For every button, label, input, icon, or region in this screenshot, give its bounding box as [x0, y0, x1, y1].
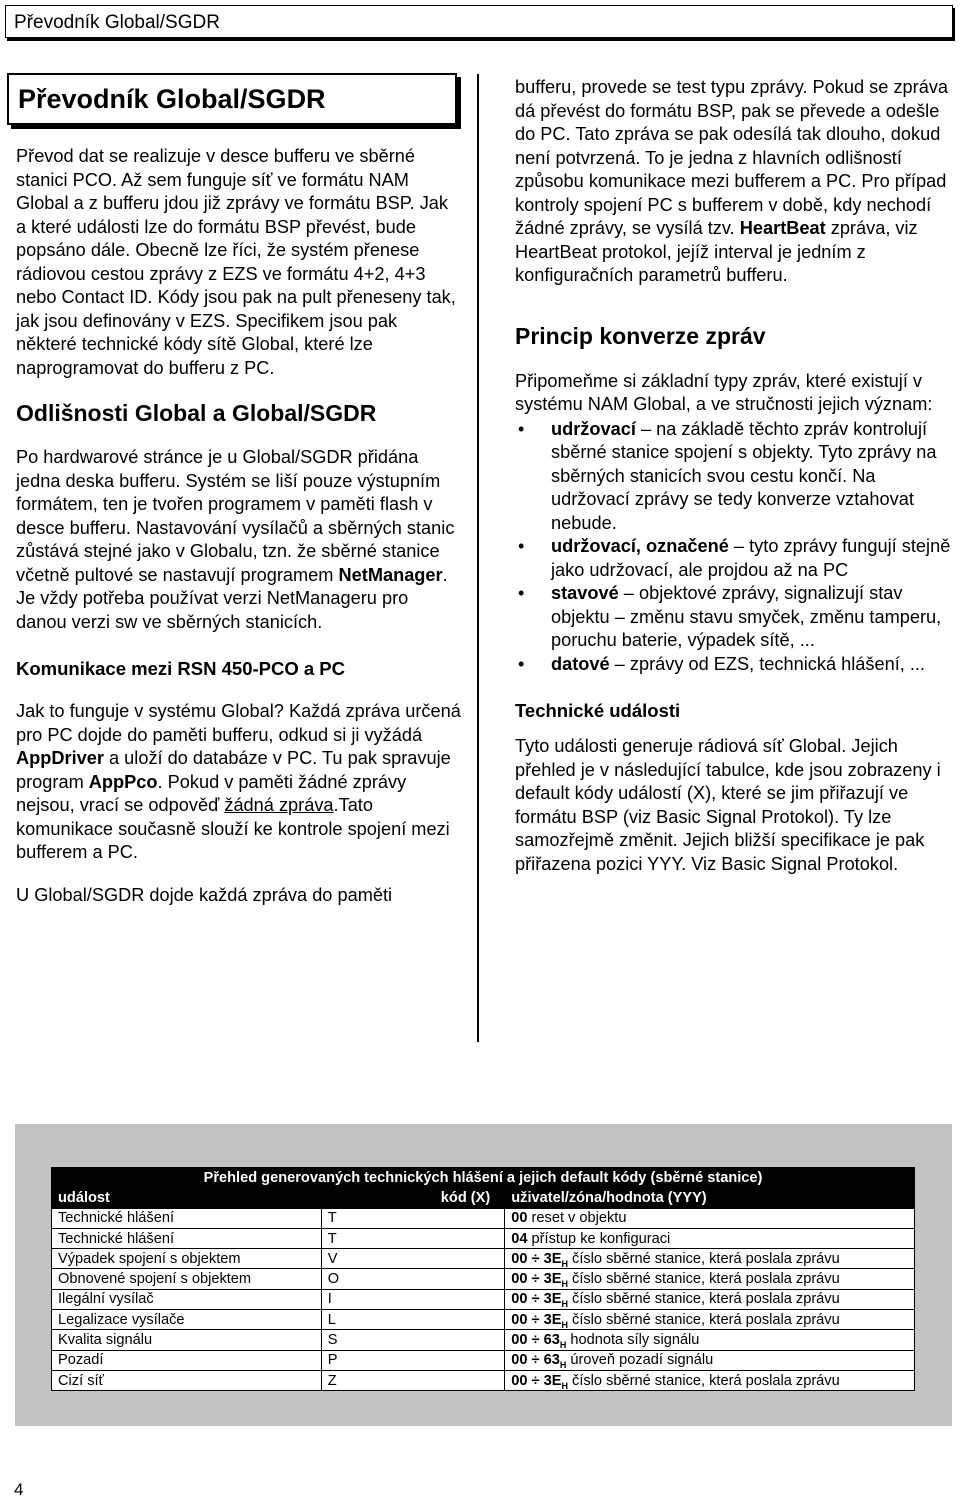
list-item: • stavové – objektové zprávy, signalizují stav objektu – změnu stavu smyček, změnu tamperu, poruchu baterie, výpadek sítě, ...	[518, 583, 942, 650]
section-heading-differences: Odlišnosti Global a Global/SGDR	[16, 400, 377, 426]
table-row	[52, 1350, 915, 1370]
document-title-box	[7, 73, 457, 125]
list-item: • udržovací, označené – tyto zprávy fungují stejně jako udržovací, ale projdou až na PC	[518, 536, 951, 580]
intro-text-a: Převod dat se realizuje v desce bufferu ve sběrné stanici PCO. Až sem funguje síť ve formátu NAM Global a z bufferu jdou již zprávy ve formátu BSP. Jak a které události lze do formátu BSP převést, bude popsáno dále. Obecně lze říci, že systém přenese rádiovou cestou zprávy z EZS ve formátu 4+2, 4+3 nebo Contact ID.	[16, 146, 449, 307]
document-title: Převodník Global/SGDR	[18, 84, 326, 114]
value-cell: $00 \div 3E_H$ číslo sběrné stanice, která poslala zprávu	[505, 1289, 915, 1309]
code-cell: Z	[321, 1370, 505, 1390]
event-cell: Technické hlášení	[52, 1228, 322, 1248]
table-title: Přehled generovaných technických hlášení a jejich default kódy (sběrné stanice)	[52, 1168, 915, 1188]
left-column	[16, 145, 462, 907]
intro-paragraph	[16, 145, 462, 380]
value-cell: $00 \div 3E_H$ číslo sběrné stanice, která poslala zprávu	[505, 1249, 915, 1269]
list-item: • udržovací – na základě těchto zpráv kontrolují sběrné stanice spojení s objekty. Tyto zprávy na sběrných stanicích svou cestu končí. Na udržovací zprávy se tedy konverze vztahovat nebude.	[518, 418, 937, 533]
table-row	[52, 1208, 915, 1228]
table-row	[52, 1330, 915, 1350]
intro-text-b: Kódy jsou pak na pult přeneseny tak, jak jsou definovány v EZS. Specifikem jsou pak některé technické kódy sítě Global, které lze naprogramovat do bufferu z PC.	[16, 287, 456, 378]
table-row	[52, 1370, 915, 1390]
heartbeat-term: HeartBeat	[739, 218, 826, 238]
code-cell: S	[321, 1330, 505, 1350]
technical-events-table	[51, 1167, 915, 1391]
code-cell: T	[321, 1208, 505, 1228]
code-cell: P	[321, 1350, 505, 1370]
event-cell: Cizí síť	[52, 1370, 322, 1390]
value-cell: 04 přístup ke konfiguraci	[505, 1228, 915, 1248]
table-row	[52, 1289, 915, 1309]
communication-text-c: . Pokud v paměti žádné zprávy nejsou, vrací se odpověď	[16, 771, 407, 815]
event-cell: Legalizace vysílače	[52, 1310, 322, 1330]
appdriver-term: AppDriver	[16, 748, 104, 768]
code-cell: T	[321, 1228, 505, 1248]
value-cell: $00 \div 3E_H$ číslo sběrné stanice, která poslala zprávu	[505, 1310, 915, 1330]
column-header-event: událost	[52, 1188, 322, 1208]
section-heading-conversion: Princip konverze zpráv	[515, 322, 766, 349]
table-row	[52, 1310, 915, 1330]
running-header-title: Převodník Global/SGDR	[14, 12, 220, 33]
technical-events-paragraph: Tyto události generuje rádiová síť Global. Jejich přehled je v následující tabulce, kde jsou zobrazeny i default kódy událostí (X), které se jim přiřazují ve formátu BSP (viz Basic Signal Protokol). Ty lze samozřejmě změnit. Jejich bližší specifikace je pak přiřazena pozici YYY. Viz Basic Signal Protokol.	[515, 736, 941, 874]
differences-text-end: . Je vždy potřeba používat verzi NetManageru pro danou verzi sw ve sběrných stanicích.	[16, 564, 448, 632]
no-message-term: žádná zpráva	[224, 795, 334, 815]
communication-text-a: Jak to funguje v systému Global? Každá zpráva určená pro PC dojde do paměti bufferu, odkud si ji vyžádá	[16, 701, 461, 745]
communication-paragraph	[16, 700, 462, 865]
table-panel	[15, 1124, 952, 1426]
code-cell: O	[321, 1269, 505, 1289]
value-cell: 00 reset v objektu	[505, 1208, 915, 1228]
netmanager-term: NetManager	[338, 564, 443, 585]
column-header-value: uživatel/zóna/hodnota (YYY)	[505, 1188, 915, 1208]
bullet-icon: •	[518, 583, 525, 603]
value-cell: $00 \div 3E_H$ číslo sběrné stanice, která poslala zprávu	[505, 1370, 915, 1390]
section-heading-technical-events: Technické události	[515, 700, 681, 721]
event-cell: Ilegální vysílač	[52, 1289, 322, 1309]
right-column	[515, 76, 955, 876]
heartbeat-text: zpráva, viz HeartBeat protokol, jejíž interval je jedním z konfiguračních parametrů bufferu.	[515, 218, 918, 285]
differences-text: Po hardwarové stránce je u Global/SGDR přidána jedna deska bufferu. Systém se liší pouze výstupním formátem, ten je tvořen programem v paměti flash v desce bufferu. Nastavování vysílačů a sběrných stanic zůstává stejné jako v Globalu, tzn. že sběrné stanice včetně pultové se nastavují programem	[16, 447, 455, 585]
code-cell: V	[321, 1249, 505, 1269]
event-cell: Technické hlášení	[52, 1208, 322, 1228]
page-number: 4	[14, 1480, 24, 1499]
running-header	[5, 5, 953, 38]
event-cell: Obnovené spojení s objektem	[52, 1269, 322, 1289]
column-divider	[477, 74, 479, 1042]
code-cell: L	[321, 1310, 505, 1330]
event-cell: Výpadek spojení s objektem	[52, 1249, 322, 1269]
sgdr-paragraph: U Global/SGDR dojde každá zpráva do paměti	[16, 884, 393, 905]
bullet-icon: •	[518, 536, 525, 556]
communication-text-d: .Tato komunikace současně slouží ke kontrole spojení mezi bufferem a PC.	[16, 795, 450, 862]
continuation-text: bufferu, provede se test typu zprávy. Pokud se zpráva dá převést do formátu BSP, pak se převede a odešle do PC. Tato zpráva se pak odesílá tak dlouho, dokud není potvrzená. To je jedna z hlavních odlišností způsobu komunikace mezi bufferem a PC. Pro případ kontroly spojení PC s bufferem v době, kdy nechodí žádné zprávy, se vysílá tzv.	[515, 77, 949, 238]
column-header-code: kód (X)	[321, 1188, 505, 1208]
section-heading-communication: Komunikace mezi RSN 450-PCO a PC	[16, 658, 345, 679]
value-cell: $00 \div 63_H$ úroveň pozadí signálu	[505, 1350, 915, 1370]
communication-text-b: a uloží do databáze v PC. Tu pak spravuje program	[16, 748, 451, 792]
list-item: • datové – zprávy od EZS, technická hlášení, ...	[551, 653, 955, 677]
differences-paragraph	[16, 446, 462, 634]
value-cell: $00 \div 63_H$ hodnota síly signálu	[505, 1330, 915, 1350]
continuation-paragraph	[515, 76, 955, 288]
conversion-intro: Připomeňme si základní typy zpráv, které existují v systému NAM Global, a ve stručnosti jejich význam:	[515, 370, 933, 414]
table-row	[52, 1249, 915, 1269]
table-row	[52, 1269, 915, 1289]
bullet-icon: •	[518, 653, 525, 674]
message-type-list	[515, 418, 955, 677]
table-row	[52, 1228, 915, 1248]
apppco-term: AppPco	[88, 771, 158, 792]
code-cell: I	[321, 1289, 505, 1309]
event-cell: Pozadí	[52, 1350, 322, 1370]
value-cell: $00 \div 3E_H$ číslo sběrné stanice, která poslala zprávu	[505, 1269, 915, 1289]
table-title-row	[52, 1168, 915, 1188]
bullet-icon: •	[518, 418, 525, 439]
table-header-row	[52, 1188, 915, 1208]
event-cell: Kvalita signálu	[52, 1330, 322, 1350]
